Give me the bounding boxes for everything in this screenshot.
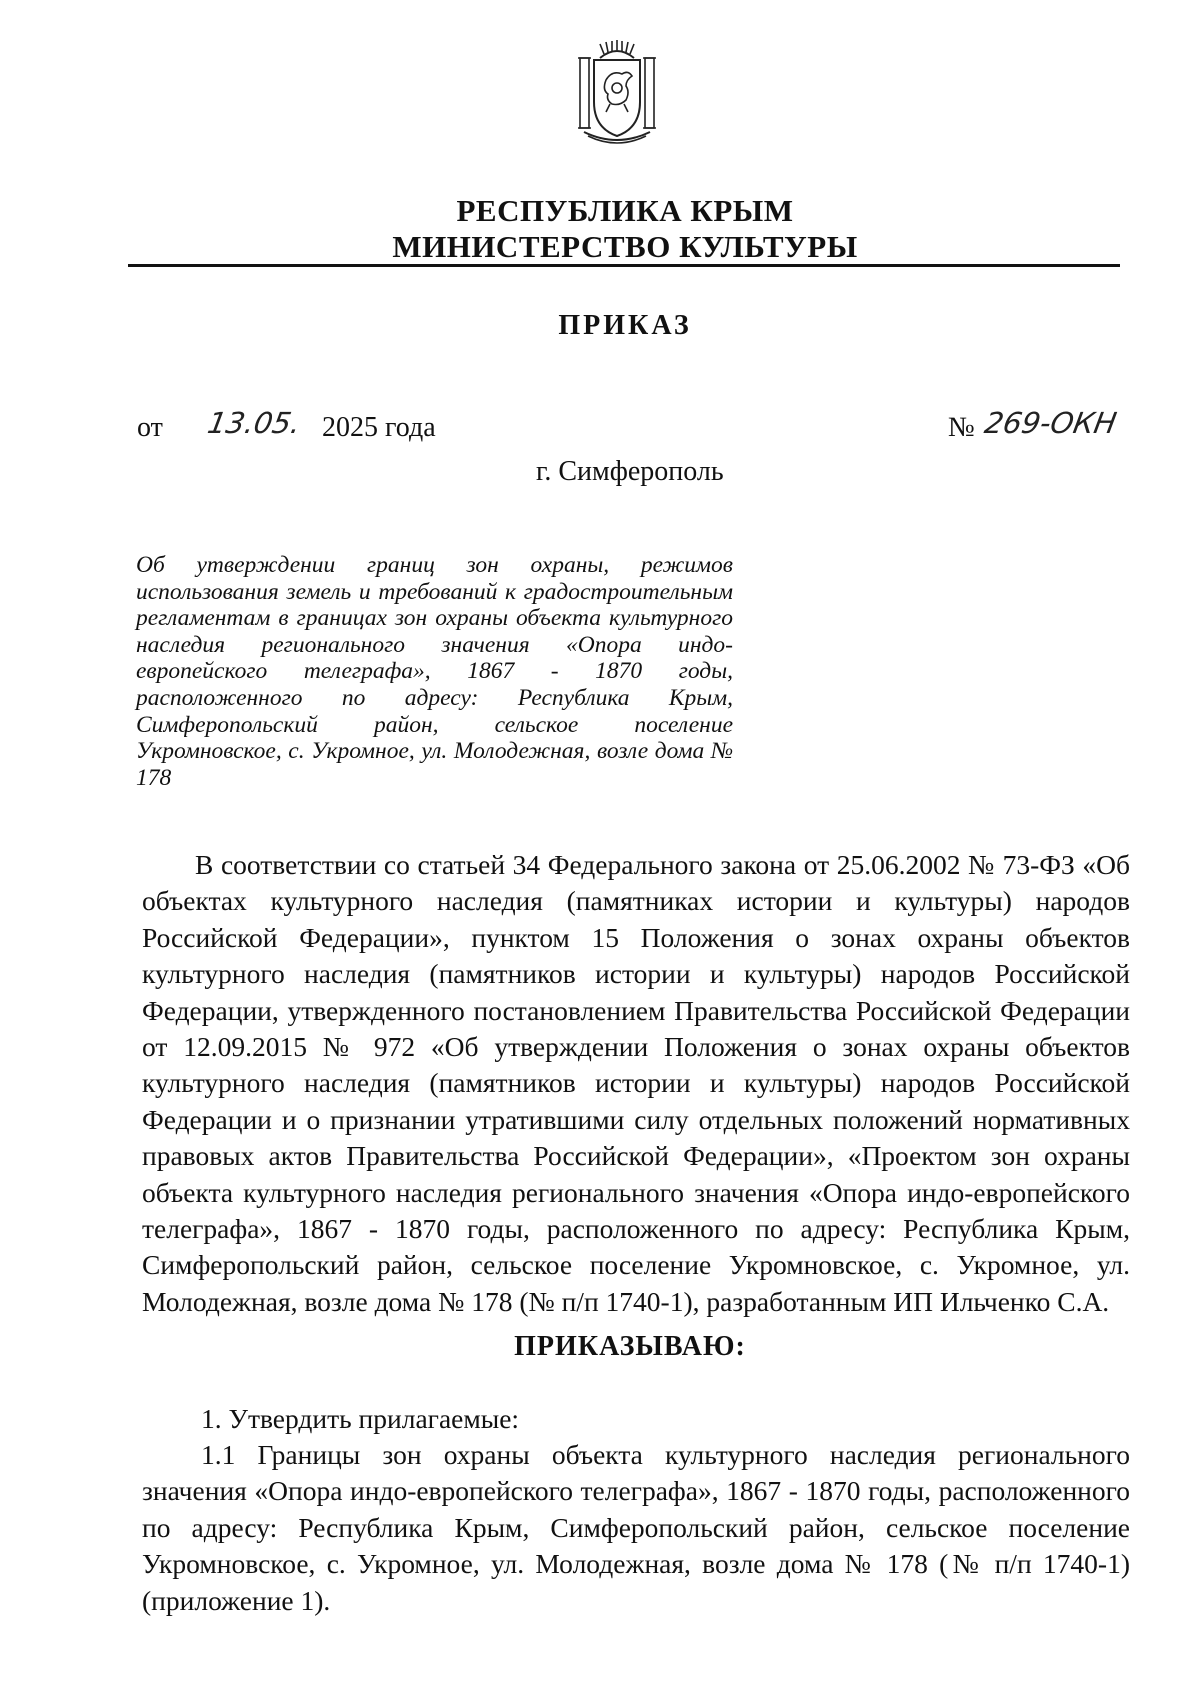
number-handwritten: 269-ОКН — [982, 406, 1120, 440]
order-heading: ПРИКАЗЫВАЮ: — [514, 1331, 746, 1362]
order-item-1-1: 1.1 Границы зон охраны объекта культурного наследия регионального значения «Опора индо-европейского телеграфа», 1867 - 1870 годы, расположенного по адресу: Республика Крым, Симферопольский район, сельское поселение Укромновское, с. Укромное, ул. Молодежная, возле дома № 178 (№ п/п 1740-1) (приложение 1). — [142, 1439, 1130, 1616]
order-item-1: 1. Утвердить прилагаемые: — [201, 1403, 520, 1434]
number-prefix: № — [948, 412, 975, 443]
date-prefix: от — [137, 412, 163, 443]
date-handwritten: 13.05. — [205, 406, 304, 440]
document-subject: Об утверждении границ зон охраны, режимов использования земель и требований к градостроительным регламентам в границах зон охраны объекта культурного наследия регионального значения «Опора индо-европейского телеграфа», 1867 - 1870 годы, расположенного по адресу: Республика Крым, Симферопольский район, сельское поселение Укромновское, с. Укромное, ул. Молодежная, возле дома № 178 — [136, 552, 733, 791]
document-type: ПРИКАЗ — [558, 310, 692, 341]
date-year: 2025 года — [322, 412, 436, 443]
preamble-paragraph: В соответствии со статьей 34 Федерального закона от 25.06.2002 № 73-ФЗ «Об объектах культурного наследия (памятниках истории и культуры) народов Российской Федерации», пунктом 15 Положения о зонах охраны объектов культурного наследия (памятников истории и культуры) народов Российской Федерации, утвержденного постановлением Правительства Российской Федерации от 12.09.2015 № 972 «Об утверждении Положения о зонах охраны объектов культурного наследия (памятников истории и культуры) народов Российской Федерации и о признании утратившими силу отдельных положений нормативных правовых актов Правительства Российской Федерации», «Проектом зон охраны объекта культурного наследия регионального значения «Опора индо-европейского телеграфа», 1867 - 1870 годы, расположенного по адресу: Республика Крым, Симферопольский район, сельское поселение Укромновское, с. Укромное, ул. Молодежная, возле дома № 178 (№ п/п 1740-1), разработанным ИП Ильченко С.А. — [142, 849, 1130, 1317]
coat-of-arms-icon — [570, 40, 664, 148]
header-rule — [128, 264, 1120, 267]
city: г. Симферополь — [536, 456, 724, 487]
org-name-line1: РЕСПУБЛИКА КРЫМ — [456, 193, 794, 228]
org-name-line2: МИНИСТЕРСТВО КУЛЬТУРЫ — [392, 229, 858, 264]
